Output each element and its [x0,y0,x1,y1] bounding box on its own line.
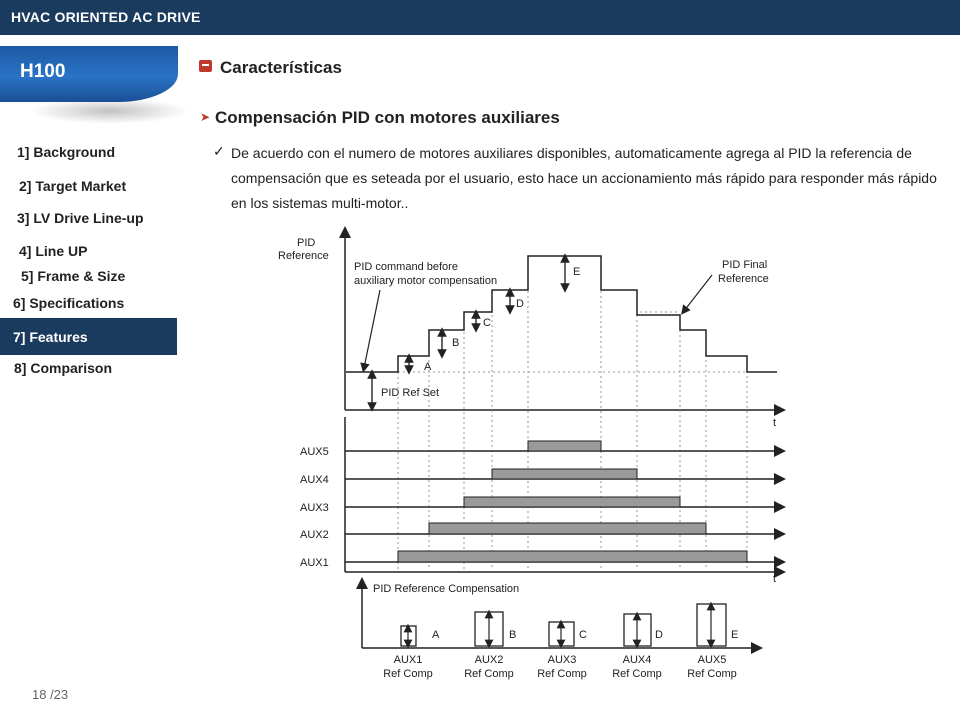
pid-ref-set-label: PID Ref Set [381,387,440,399]
step-b-label: B [452,337,460,349]
page-title: Características [220,58,342,77]
checkmark-icon: ✓ [213,143,225,159]
nav-item-background[interactable]: 1] Background [17,144,116,160]
aux4-label: AUX4 [300,474,329,486]
comp-letter-b: B [509,629,517,641]
nav-item-target-market[interactable]: 2] Target Market [19,178,127,194]
nav-item-frame-size[interactable]: 5] Frame & Size [21,268,126,284]
step-c-label: C [483,317,491,329]
comp-letter-d: D [655,629,663,641]
aux-t-label: t [773,573,777,585]
nav-item-features-label: 7] Features [13,329,88,345]
description-paragraph: De acuerdo con el numero de motores auxiliares disponibles, automaticamente agrega al PID la referencia de compensación que es seteada por el usuario, esto hace un accionamiento más rápido para responder más rápido en los sistemas multi-motor.. [231,145,937,211]
comp-letter-a: A [432,629,440,641]
nav-item-specifications[interactable]: 6] Specifications [13,295,125,311]
comp-label-aux2: AUX2 Ref Comp [464,654,514,680]
compensation-title: PID Reference Compensation [373,583,520,595]
compensation-labels [373,583,738,680]
aux-labels [300,446,776,585]
aux2-bar [429,523,706,534]
step-e-label: E [573,266,581,278]
aux1-label: AUX1 [300,557,329,569]
top-t-label: t [773,417,777,429]
nav-item-lv-drive-lineup[interactable]: 3] LV Drive Line-up [17,210,144,226]
aux2-label: AUX2 [300,529,329,541]
nav-item-comparison[interactable]: 8] Comparison [14,360,113,376]
ylabel-line-2: Reference [278,250,329,262]
section-subheading: Compensación PID con motores auxiliares [215,108,560,127]
page-number: 18 /23 [32,687,69,702]
aux1-bar [398,551,747,562]
logo-text: H100 [20,61,66,82]
aux5-bar [528,441,601,451]
annotation-final-reference: PID Final Reference [718,259,769,285]
comp-label-aux4: AUX4 Ref Comp [612,654,662,680]
aux3-label: AUX3 [300,502,329,514]
pid-reference-ylabel [278,237,329,262]
aux5-label: AUX5 [300,446,329,458]
aux3-bar [464,497,680,507]
nav-item-line-up[interactable]: 4] Line UP [19,243,88,259]
comp-label-aux1: AUX1 Ref Comp [383,654,433,680]
annotation-before-compensation: PID command before auxiliary motor compensation [354,261,498,287]
ylabel-line-1: PID [297,237,316,249]
comp-label-aux5: AUX5 Ref Comp [687,654,737,680]
step-d-label: D [516,298,524,310]
comp-label-aux3: AUX3 Ref Comp [537,654,587,680]
comp-letter-c: C [579,629,587,641]
top-graph-labels [278,237,776,429]
arrow-bullet-icon: ➤ [200,110,211,124]
aux4-bar [492,469,637,479]
header-title: HVAC ORIENTED AC DRIVE [11,9,201,25]
comp-letter-e: E [731,629,739,641]
aux-timeline [345,417,780,572]
step-a-label: A [424,361,432,373]
